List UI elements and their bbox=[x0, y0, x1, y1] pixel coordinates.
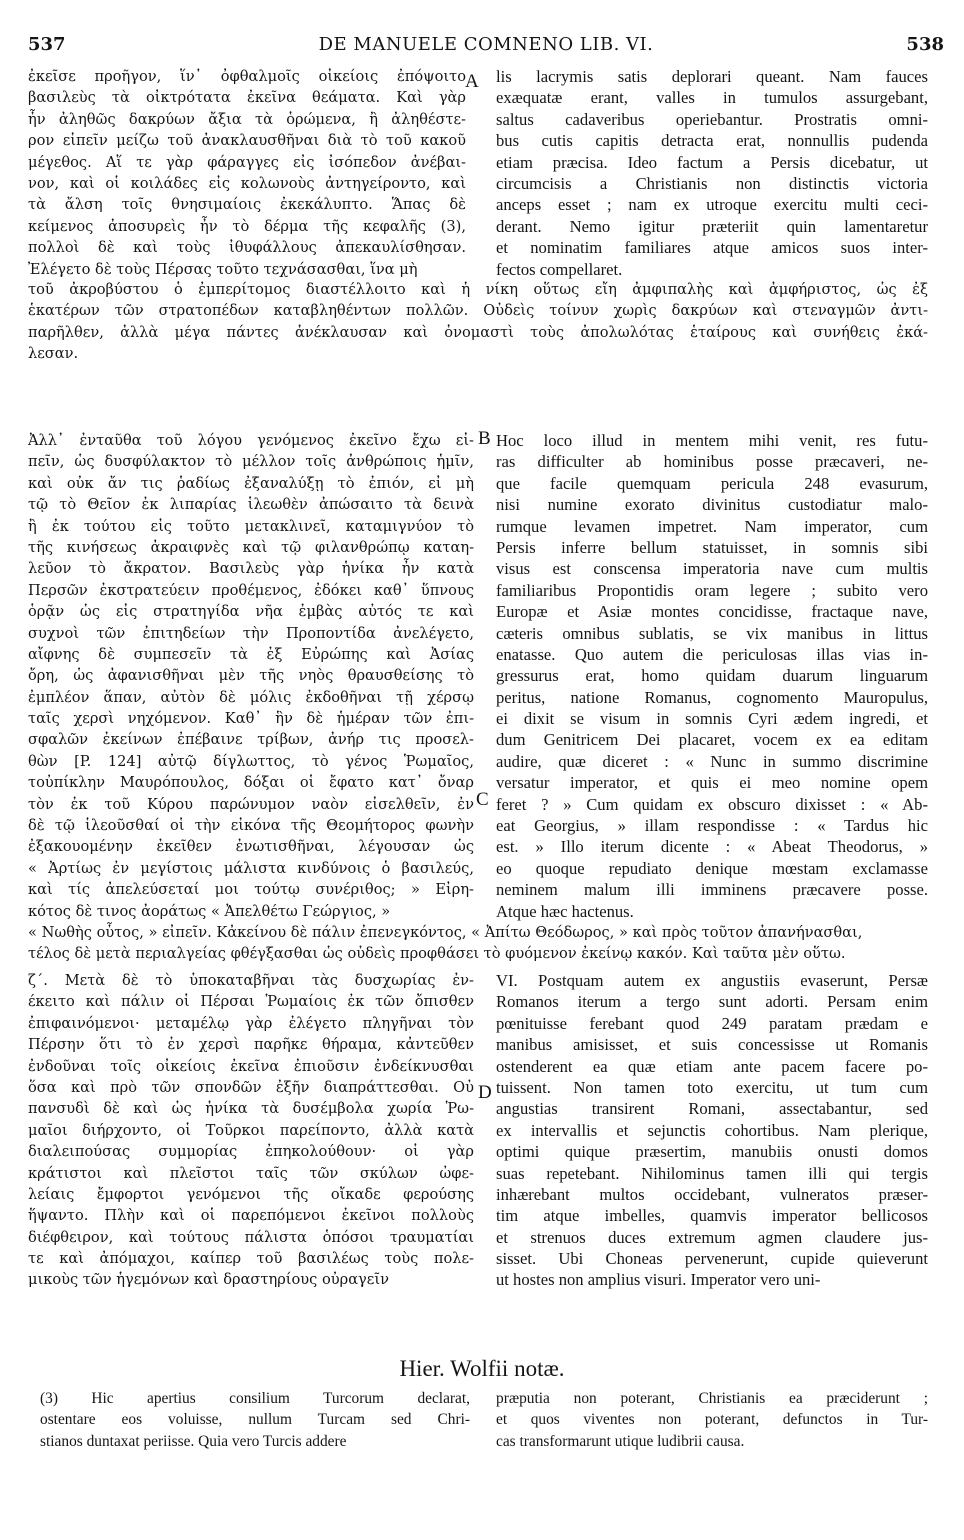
text-line: stianos duntaxat periisse. Quia vero Turcis addere bbox=[40, 1432, 347, 1450]
text-line: ἥψαντο. Πλὴν καὶ οἱ παρεπόμενοι ἐκεῖνοι πολλοὺς bbox=[28, 1207, 474, 1225]
text-line: τέλος δὲ μετὰ περιαλγείας φθέγξασθαι ὡς οὐδεὶς προφθάσει τὸ φυόμενον ἐκείνῳ κακόν. Καὶ ταῦτα μὲν οὕτω. bbox=[28, 945, 846, 963]
text-line: eat Georgius, » illam respondisse : « Tardus hic bbox=[496, 816, 928, 836]
greek-column-middle bbox=[28, 430, 474, 922]
greek-column-top bbox=[28, 66, 466, 280]
text-line: rumque levamen impetret. Nam imperator, cum bbox=[496, 516, 928, 536]
text-line: κείμενος ἀποσυρεὶς ἦν τὸ δέρμα τῆς κεφαλῆς (3), bbox=[28, 217, 466, 235]
text-line: neminem malum illi imminens præcavere posse. bbox=[496, 880, 928, 900]
text-line: bus cutis capitis detracta erat, nonnullis pudenda bbox=[496, 131, 928, 151]
text-line: inhærebant multos occidebant, vulneratos præser- bbox=[496, 1184, 928, 1204]
text-line: ἦν ἀληθῶς δακρύων ἄξια τὰ ὁρώμενα, ἢ ἀληθέστε- bbox=[28, 110, 466, 128]
text-line: ἐμπλέον ἅπαν, αὐτὸν δὲ μόλις ἐκδοθῆναι τῇ χέρσῳ bbox=[28, 688, 474, 706]
text-line: versatur imperator, et quis ei meo nomine opem bbox=[496, 773, 928, 793]
text-line: Πέρσην ὅτι τὸ ἐν χερσὶ παρῆκε θήραμα, κἀντεῦθεν bbox=[28, 1036, 474, 1054]
text-line: « Ἀρτίως ἐν μεγίστοις μάλιστα κινδύνοις ὁ βασιλεύς, bbox=[28, 859, 474, 877]
text-line: Ἀλλ᾽ ἐνταῦθα τοῦ λόγου γενόμενος ἐκεῖνο ἔχω εἰ- bbox=[28, 432, 474, 449]
text-line: Persis inferre bellum statuisset, in somnis sibi bbox=[496, 537, 928, 557]
greek-full-width-passage-2 bbox=[28, 922, 928, 965]
text-line: τῷ τὸ Θεῖον ἐκ λιπαρίας ἱλεωθὲν ἀπώσαιτο τὰ δεινὰ bbox=[28, 496, 474, 514]
text-line: τε καὶ ἀπόμαχοι, καίπερ τοῦ βασιλέως τοὺς πολε- bbox=[28, 1250, 474, 1268]
text-line: ἢ ἐκ τούτου εἰς τοῦτο μετακλινεῖ, καταμιγνύον τὸ bbox=[28, 517, 474, 535]
text-line: angustias transirent Romani, assectabantur, sed bbox=[496, 1099, 928, 1119]
text-line: gressurus erat, homo quidam duarum linguarum bbox=[496, 666, 928, 686]
text-line: etiam præcisa. Ideo factum a Persis dicebatur, ut bbox=[496, 152, 928, 172]
text-line: eo quoque repudiato denique mœstam exclamasse bbox=[496, 858, 928, 878]
latin-column-bottom bbox=[496, 970, 928, 1291]
text-line: peritus, natione Romanus, cognomento Mauropulus, bbox=[496, 687, 928, 707]
text-line: ostenderent ea quæ etiam ante pacem facere po- bbox=[496, 1056, 928, 1076]
text-line: lis lacrymis satis deplorari queant. Nam fauces bbox=[496, 67, 928, 86]
greek-column-bottom bbox=[28, 970, 474, 1291]
text-line: feret ? » Cum quidam ex obscuro dixisset : « Ab- bbox=[496, 794, 928, 814]
text-line: τὸν ἐκ τοῦ Κύρου παρώνυμον ναὸν εἰσελθεῖν, ἐν bbox=[28, 795, 474, 813]
text-line: νον, καὶ οἱ κοιλάδες εἰς κολωνοὺς ἀντηγείροντο, καὶ bbox=[28, 174, 466, 192]
text-line: καὶ οὐκ ἄν τις ῥαδίως ἐξαναλύξῃ τὸ ἐπιόν, εἰ μὴ bbox=[28, 474, 474, 492]
text-line: θὼν [P. 124] αὐτῷ δίγλωττος, τὸ γένος Ῥωμαῖος, bbox=[28, 752, 474, 770]
margin-marker-c: C bbox=[476, 789, 489, 810]
page-number-right: 538 bbox=[906, 34, 944, 55]
text-line: sisset. Ubi Choneas pervenerunt, cupide quieverunt bbox=[496, 1249, 928, 1269]
text-line: Atque hæc hactenus. bbox=[496, 901, 634, 921]
text-line: (3) Hic apertius consilium Turcorum declarat, bbox=[40, 1390, 470, 1407]
text-line: Περσῶν ἐκστρατεύειν προθέμενος, ἐδόκει καθ᾽ ὕπνους bbox=[28, 581, 474, 599]
text-line: Europæ et Asiæ montes concidisse, fractaque nave, bbox=[496, 602, 928, 622]
text-line: ut hostes non amplius visuri. Imperator vero uni- bbox=[496, 1270, 821, 1290]
page-number-left: 537 bbox=[28, 34, 66, 55]
text-line: τοὐπίκλην Μαυρόπουλος, δόξαι οἱ ἔφατο κατ᾽ ὄναρ bbox=[28, 774, 474, 792]
text-line: λεσαν. bbox=[28, 345, 79, 363]
text-line: optimi quique præsertim, manubiis onusti domos bbox=[496, 1142, 928, 1162]
text-line: VI. Postquam autem ex angustiis evaserunt, Persæ bbox=[496, 971, 928, 990]
text-line: ἐκεῖσε προῆγον, ἵν᾽ ὀφθαλμοῖς οἰκείοις ἐπόψοιτο bbox=[28, 68, 466, 85]
text-line: τὰ ἄλση τοῖς θνησιμαίοις ἐκεκάλυπτο. Ἅπας δὲ bbox=[28, 196, 466, 214]
text-line: cæteris omnibus sublatis, se vix manibus in littus bbox=[496, 623, 928, 643]
text-line: que facile quemquam pericula 248 evasurum, bbox=[496, 473, 928, 493]
text-line: tim atque imbelles, quamvis imperator bellicosos bbox=[496, 1206, 928, 1226]
running-title: DE MANUELE COMNENO LIB. VI. bbox=[318, 34, 654, 55]
text-line: τοῦ ἀκροβύστου ὁ ἐμπερίτομος διαστέλλοιτο καὶ ἡ νίκη οὕτως εἴη ἀμφιπαλὴς καὶ ἀμφήριστος, ὡς ἐξ bbox=[28, 281, 928, 298]
text-line: « Νωθὴς οὗτος, » εἰπεῖν. Κἀκείνου δὲ πάλιν ἐπενεγκόντος, « Ἀπίτω Θεόδωρος, » καὶ πρὸς τοῦτον ἀπανήνασθαι, bbox=[28, 924, 863, 941]
text-line: nisi numine exorato divinitus custodiatur malo- bbox=[496, 495, 928, 515]
text-line: πανσυδὶ δὲ καὶ ὡς ἡνίκα τὰ δυσέμβολα χωρία Ῥω- bbox=[28, 1100, 474, 1118]
text-line: συχνοὶ τῶν ἐπιτηδείων τὴν Προποντίδα ἀνελέγετο, bbox=[28, 624, 474, 642]
text-line: ὄρη, ὡς ἀφανισθῆναι μὲν τῆς νηὸς θραυσθείσης τὸ bbox=[28, 667, 474, 685]
text-line: anceps esset ; nam ex utroque exercitu multi ceci- bbox=[496, 195, 928, 215]
text-line: κράτιστοι καὶ πλεῖστοι ταῖς τῶν σκύλων ὠφε- bbox=[28, 1164, 474, 1182]
text-line: κότος δὲ τινος ἀοράτως « Ἀπελθέτω Γεώργιος, » bbox=[28, 902, 391, 920]
margin-marker-a: A bbox=[465, 71, 479, 92]
text-line: μαῖοι διήρχοντο, οἱ Τοῦρκοι παρείποντο, ἀλλὰ κατὰ bbox=[28, 1121, 474, 1139]
text-line: σφαλῶν ἐκείνων ἐπέβαινε τρίβων, ἀνήρ τις προσελ- bbox=[28, 731, 474, 749]
text-line: cas transformarunt utique ludibrii causa. bbox=[496, 1432, 745, 1450]
latin-column-middle bbox=[496, 430, 928, 922]
text-line: et strenuos duces extremum agmen claudere jus- bbox=[496, 1227, 928, 1247]
text-line: et nominatim familiares atque amicos suos inter- bbox=[496, 238, 928, 258]
text-line: saltus cadaveribus operiebantur. Prostratis omni- bbox=[496, 109, 928, 129]
text-line: λεῦον τὸ ἄκρατον. Βασιλεὺς γὰρ ἡνίκα ἦν κατὰ bbox=[28, 560, 474, 578]
text-line: λείαις ἔμφορτοι γενόμενοι τῆς οἴκαδε φερούσης bbox=[28, 1185, 474, 1203]
text-line: et quos viventes non poterant, defunctos in Tur- bbox=[496, 1411, 928, 1429]
text-line: ταῖς χερσὶ νηχόμενον. Καθ᾽ ἣν δὲ ἡμέραν τῶν ἐπι- bbox=[28, 710, 474, 728]
margin-marker-b: B bbox=[478, 428, 491, 449]
text-line: ras difficulter ab hominibus posse præcaveri, ne- bbox=[496, 452, 928, 472]
text-line: δὲ τῷ ἱλεοῦσθαί οἱ τὴν εἰκόνα τῆς Θεομήτορος φωνὴν bbox=[28, 817, 474, 835]
text-line: έκειτο καὶ πάλιν οἱ Πέρσαι Ῥωμαίοις ἐκ τῶν ὄπισθεν bbox=[28, 993, 474, 1011]
text-line: ἐξακουομένην ἐκεῖθεν ἐνωτισθῆναι, λέγουσαν ὡς bbox=[28, 838, 474, 856]
text-line: enatasse. Quo autem die periculosas illas vias in- bbox=[496, 644, 928, 664]
text-line: visus est conscensa imperatoria nave cum multis bbox=[496, 559, 928, 579]
page-header bbox=[28, 34, 944, 64]
text-line: derant. Nemo igitur præteriit quin lamentaretur bbox=[496, 216, 928, 236]
text-line: audire, quæ diceret : « Nunc in summo discrimine bbox=[496, 751, 928, 771]
text-line: exæquatæ erant, valles in tumulos assurgebant, bbox=[496, 88, 928, 108]
text-line: manibus amisisset, et suis concessisse ut Romanis bbox=[496, 1035, 928, 1055]
text-line: μέγεθος. Αἵ τε γὰρ φάραγγες εἰς ἰσόπεδον ἀνέβαι- bbox=[28, 153, 466, 171]
text-line: βασιλεὺς τὰ οἰκτρότατα ἐκεῖνα θεάματα. Καὶ γὰρ bbox=[28, 89, 466, 107]
text-line: ἐπιφαινόμενοι· μεταμέλῳ γὰρ ἐλέγετο πληγῆναι τὸν bbox=[28, 1014, 474, 1032]
text-line: ex intervallis et sejunctis cohortibus. Nam plerique, bbox=[496, 1120, 928, 1140]
text-line: pœnituisse ferebant quod 249 paratam prædam e bbox=[496, 1013, 928, 1033]
text-line: μικοὺς τῶν ἡγεμόνων καὶ δραστηρίους οὐραγεῖν bbox=[28, 1271, 389, 1289]
footnote-right-column bbox=[496, 1390, 928, 1454]
text-line: ὅσα καὶ πρὸ τῶν σπονδῶν ἐξῆν διαπράττεσθαι. Οὐ bbox=[28, 1078, 474, 1096]
text-line: tuissent. Non tamen toto exercitu, ut tum cum bbox=[496, 1077, 928, 1097]
text-line: ostentare eos voluisse, nullum Turcam sed Chri- bbox=[40, 1411, 470, 1429]
text-line: ὁρᾷν ὡς εἰς στρατηγίδα νῆα ἐμβὰς αὐτός τε καὶ bbox=[28, 603, 474, 621]
text-line: præputia non poterant, Christianis ea præciderunt ; bbox=[496, 1390, 928, 1407]
notes-heading: Hier. Wolfii notæ. bbox=[399, 1356, 565, 1381]
text-line: τῆς κινήσεως ἀκραιφνὲς καὶ τῷ φιλανθρώπῳ καταη- bbox=[28, 538, 474, 556]
text-line: fectos compellaret. bbox=[496, 259, 623, 279]
margin-marker-d: D bbox=[478, 1082, 492, 1103]
text-line: διέφθειρον, καὶ τούτους πάλιστα ὁπόσοι τραυματίαι bbox=[28, 1228, 474, 1246]
text-line: circumcisis a Christianis non distinctis victoria bbox=[496, 173, 928, 193]
text-line: familiaribus Propontidis oram legere ; subito vero bbox=[496, 580, 928, 600]
text-line: Romanos iterum a tergo sunt adorti. Persam enim bbox=[496, 992, 928, 1012]
text-line: αἴφνης δὲ συμπεσεῖν τὰ ἐξ Εὐρώπης καὶ Ἀσίας bbox=[28, 645, 474, 663]
text-line: ei dixit se visum in somnis Cyri ædem ingredi, et bbox=[496, 709, 928, 729]
text-line: dum Genitricem Dei placaret, vocem ex ea editam bbox=[496, 730, 928, 750]
footnote-left-column bbox=[40, 1390, 470, 1454]
text-line: ἑκατέρων τῶν στρατοπέδων καταβληθέντων πολλῶν. Οὐδεὶς τοίνυν χωρὶς δακρύων καὶ στεναγμῶν ἀντι- bbox=[28, 302, 928, 320]
greek-full-width-passage-1 bbox=[28, 279, 928, 365]
latin-column-top bbox=[496, 66, 928, 280]
text-line: παρῆλθεν, ἀλλὰ μέγα πάντες ἀνέκλαυσαν καὶ ὀνομαστὶ τοὺς ἀπολωλότας ἑταίρους καὶ συνήθεις ἐκά- bbox=[28, 323, 928, 341]
text-line: καὶ τίς ἀπελεύσεταί μοι τούτῳ συνέριθος; » Εἰρη- bbox=[28, 881, 474, 899]
text-line: διαλειπούσας συμμορίας ἐπηκολούθουν· οἱ γὰρ bbox=[28, 1143, 474, 1161]
text-line: Hoc loco illud in mentem mihi venit, res futu- bbox=[496, 431, 928, 450]
text-line: πεῖν, ὡς δυσφύλακτον τὸ μέλλον τοῖς ἀνθρώποις ἡμῖν, bbox=[28, 453, 474, 471]
text-line: suas repetebant. Nihilominus tamen illi qui tergis bbox=[496, 1163, 928, 1183]
text-line: Ἐλέγετο δὲ τοὺς Πέρσας τοῦτο τεχνάσασθαι, ἵνα μὴ bbox=[28, 260, 418, 278]
text-line: πολλοὶ δὲ καὶ τοὺς ἰθυφάλλους ἀπεκαυλίσθησαν. bbox=[28, 239, 466, 257]
text-line: ἐνδοῦναι τοῖς οἰκείοις ἐκεῖνα ἐπιοῦσιν ἐνδείκνυσθαι bbox=[28, 1057, 474, 1075]
text-line: ζ΄. Μετὰ δὲ τὸ ὑποκαταβῆναι τὰς δυσχωρίας ἐν- bbox=[28, 972, 474, 989]
text-line: est. » Illo iterum dicente : « Abeat Theodorus, » bbox=[496, 837, 928, 857]
text-line: ρον εἰπεῖν μείζω τοῦ ἀνακλαυσθῆναι διὰ τὸ τοῦ κακοῦ bbox=[28, 132, 466, 150]
